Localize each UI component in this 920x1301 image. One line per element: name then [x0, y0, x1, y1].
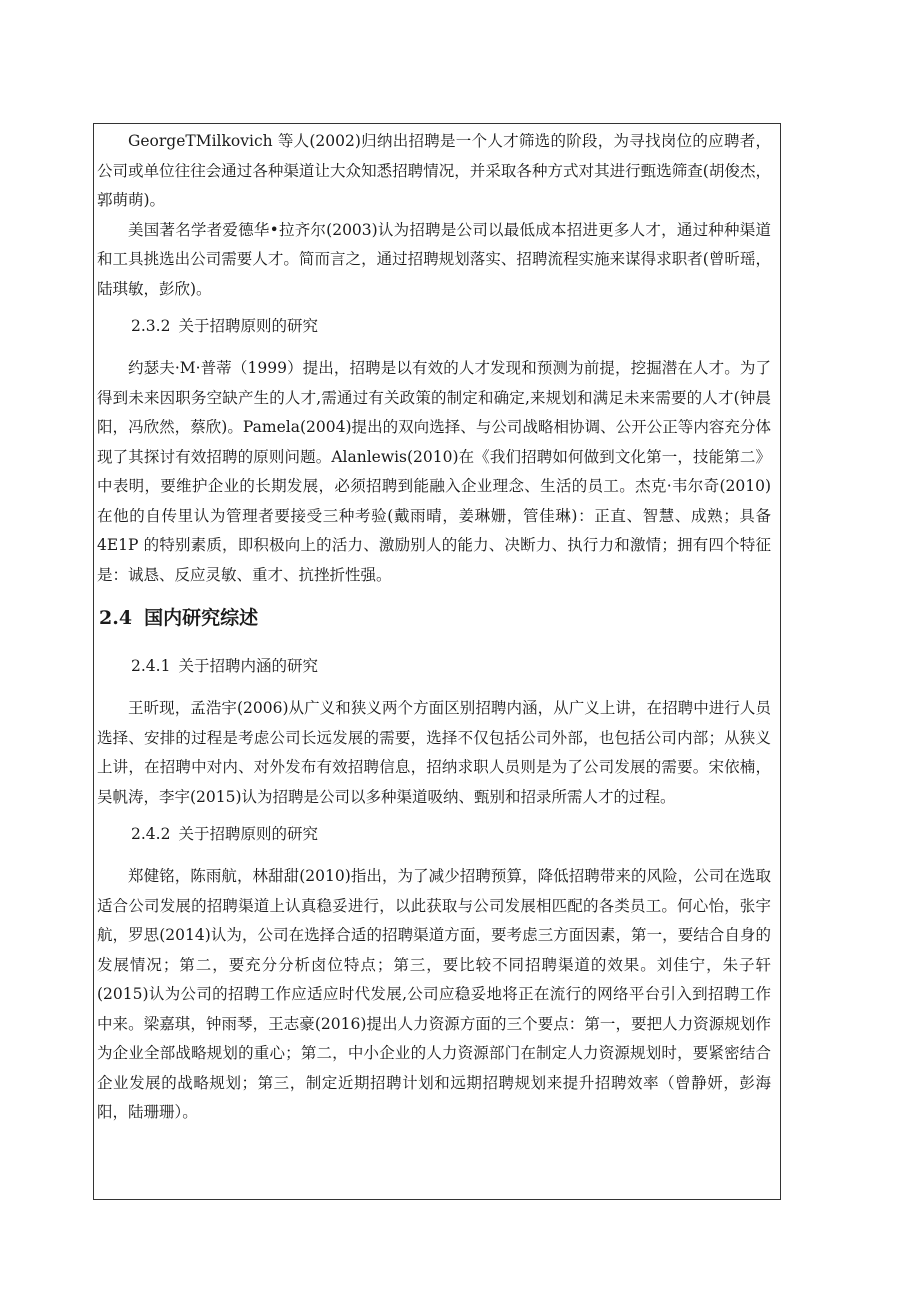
subheading-number: 2.3.2: [131, 317, 171, 335]
subheading-title: 关于招聘内涵的研究: [178, 657, 318, 675]
subheading-title: 关于招聘原则的研究: [178, 825, 318, 843]
section-heading-2-4: [97, 598, 771, 638]
subheading-title: 关于招聘原则的研究: [178, 317, 318, 335]
section-title: 国内研究综述: [144, 607, 259, 629]
section-number: 2.4: [99, 607, 133, 629]
subheading-number: 2.4.2: [131, 825, 171, 843]
subheading-2-4-2: [97, 812, 771, 856]
paragraph-milkovich: GeorgeTMilkovich 等人(2002)归纳出招聘是一个人才筛选的阶段，为寻找岗位的应聘者，公司或单位往往会通过各种渠道让大众知悉招聘情况，并采取各种方式对其进行甄选筛查(胡俊杰，郭萌萌)。: [97, 132, 771, 209]
paragraph-domestic-principles: 郑健铭，陈雨航，林甜甜(2010)指出，为了减少招聘预算，降低招聘带来的风险，公司在选取适合公司发展的招聘渠道上认真稳妥进行，以此获取与公司发展相匹配的各类员工。何心怡，张宇航，罗思(2014)认为，公司在选择合适的招聘渠道方面，要考虑三方面因素，第一，要结合自身的发展情况；第二，要充分分析卤位特点；第三，要比较不同招聘渠道的效果。刘佳宁，朱子轩(2015)认为公司的招聘工作应适应时代发展,公司应稳妥地将正在流行的网络平台引入到招聘工作中来。梁嘉琪，钟雨琴，王志豪(2016)提出人力资源方面的三个要点：第一，要把人力资源规划作为企业全部战略规划的重心；第二，中小企业的人力资源部门在制定人力资源规划时，要紧密结合企业发展的战略规划；第三，制定近期招聘计划和远期招聘规划来提升招聘效率（曾静妍，彭海阳，陆珊珊）。: [97, 867, 771, 1121]
document-body: [93, 127, 781, 1128]
paragraph-recruitment-principles: 约瑟夫·M·普蒂（1999）提出，招聘是以有效的人才发现和预测为前提，挖掘潜在人才。为了得到未来因职务空缺产生的人才,需通过有关政策的制定和确定,来规划和满足未来需要的人才(钟晨阳，冯欣然，蔡欣)。Pamela(2004)提出的双向选择、与公司战略相协调、公开公正等内容充分体现了其探讨有效招聘的原则问题。Alanlewis(2010)在《我们招聘如何做到文化第一，技能第二》中表明，要维护企业的长期发展，必须招聘到能融入企业理念、生活的员工。杰克·韦尔奇(2010)在他的自传里认为管理者要接受三种考验(戴雨晴，姜琳姗，管佳琳)：正直、智慧、成熟；具备 4E1P 的特别素质，即积极向上的活力、激励别人的能力、决断力、执行力和激情；拥有四个特征是：诚恳、反应灵敏、重才、抗挫折性强。: [97, 359, 771, 584]
paragraph-lazear: 美国著名学者爱德华•拉齐尔(2003)认为招聘是公司以最低成本招进更多人才，通过种种渠道和工具挑选出公司需要人才。简而言之，通过招聘规划落实、招聘流程实施来谋得求职者(曾昕瑶，陆琪敏，彭欣)。: [97, 220, 771, 298]
subheading-2-4-1: [97, 644, 771, 688]
subheading-2-3-2: [97, 304, 771, 348]
subheading-number: 2.4.1: [131, 657, 171, 675]
paragraph-recruitment-connotation: 王昕现，孟浩宇(2006)从广义和狭义两个方面区别招聘内涵，从广义上讲，在招聘中进行人员选择、安排的过程是考虑公司长远发展的需要，选择不仅包括公司外部，也包括公司内部；从狭义上讲，在招聘中对内、对外发布有效招聘信息，招纳求职人员则是为了公司发展的需要。宋依楠，吴帆涛，李宇(2015)认为招聘是公司以多种渠道吸纳、甄别和招录所需人才的过程。: [97, 699, 771, 806]
